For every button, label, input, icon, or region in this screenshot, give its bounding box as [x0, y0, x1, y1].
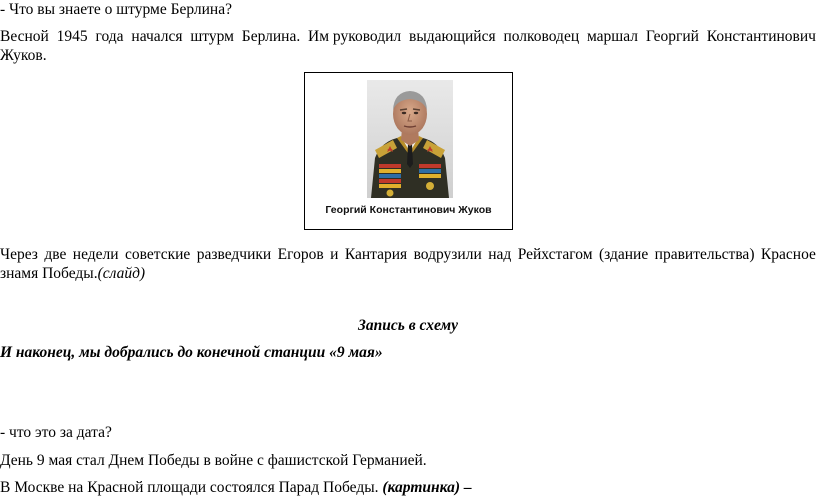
- word: 1945: [56, 28, 88, 45]
- word: выдающийся: [409, 28, 496, 45]
- paragraph-berlin-line2: Жуков.: [0, 47, 47, 64]
- word: года: [95, 28, 124, 45]
- picture-note: (картинка) –: [382, 479, 472, 496]
- paragraph-flag-line2: [0, 264, 816, 283]
- parade-line: [0, 478, 816, 497]
- question-date: - что это за дата?: [0, 424, 112, 441]
- word: Рейхстагом: [517, 246, 593, 263]
- word: Красное: [760, 246, 816, 263]
- paragraph-berlin-line1: [0, 27, 816, 46]
- victory-day-line: День 9 мая стал Днем Победы в войне с фашистской Германией.: [0, 452, 427, 469]
- word: Константинович: [706, 28, 816, 45]
- word: Им руководил: [308, 28, 402, 45]
- word: над: [488, 246, 512, 263]
- word: Через: [0, 246, 38, 263]
- photo-caption: Георгий Константинович Жуков: [325, 204, 492, 216]
- word: водрузили: [413, 246, 482, 263]
- marshal-portrait-image: [367, 80, 453, 198]
- word: Егоров: [277, 246, 324, 263]
- word: (здание: [598, 246, 649, 263]
- word: и: [330, 246, 339, 263]
- word: полководец: [503, 28, 580, 45]
- scheme-heading: Запись в схему: [358, 317, 458, 334]
- word: начался: [131, 28, 183, 45]
- word: маршал: [586, 28, 638, 45]
- word: две: [44, 246, 67, 263]
- paragraph-text: знамя Победы.: [0, 265, 98, 282]
- word: штурм: [190, 28, 234, 45]
- question-line: - Что вы знаете о штурме Берлина?: [0, 1, 232, 18]
- zhukov-photo-figure: [304, 72, 513, 230]
- word: правительства): [654, 246, 755, 263]
- final-station-line: И наконец, мы добрались до конечной станции «9 мая»: [0, 344, 383, 361]
- paragraph-flag-line1: [0, 245, 816, 264]
- word: разведчики: [196, 246, 272, 263]
- word: советские: [125, 246, 191, 263]
- word: Берлина.: [241, 28, 301, 45]
- word: Кантария: [344, 246, 408, 263]
- paragraph-text: В Москве на Красной площади состоялся Парад Победы.: [0, 479, 383, 496]
- word: Весной: [0, 28, 49, 45]
- word: недели: [72, 246, 119, 263]
- word: Георгий: [645, 28, 699, 45]
- slide-note: (слайд): [97, 265, 146, 282]
